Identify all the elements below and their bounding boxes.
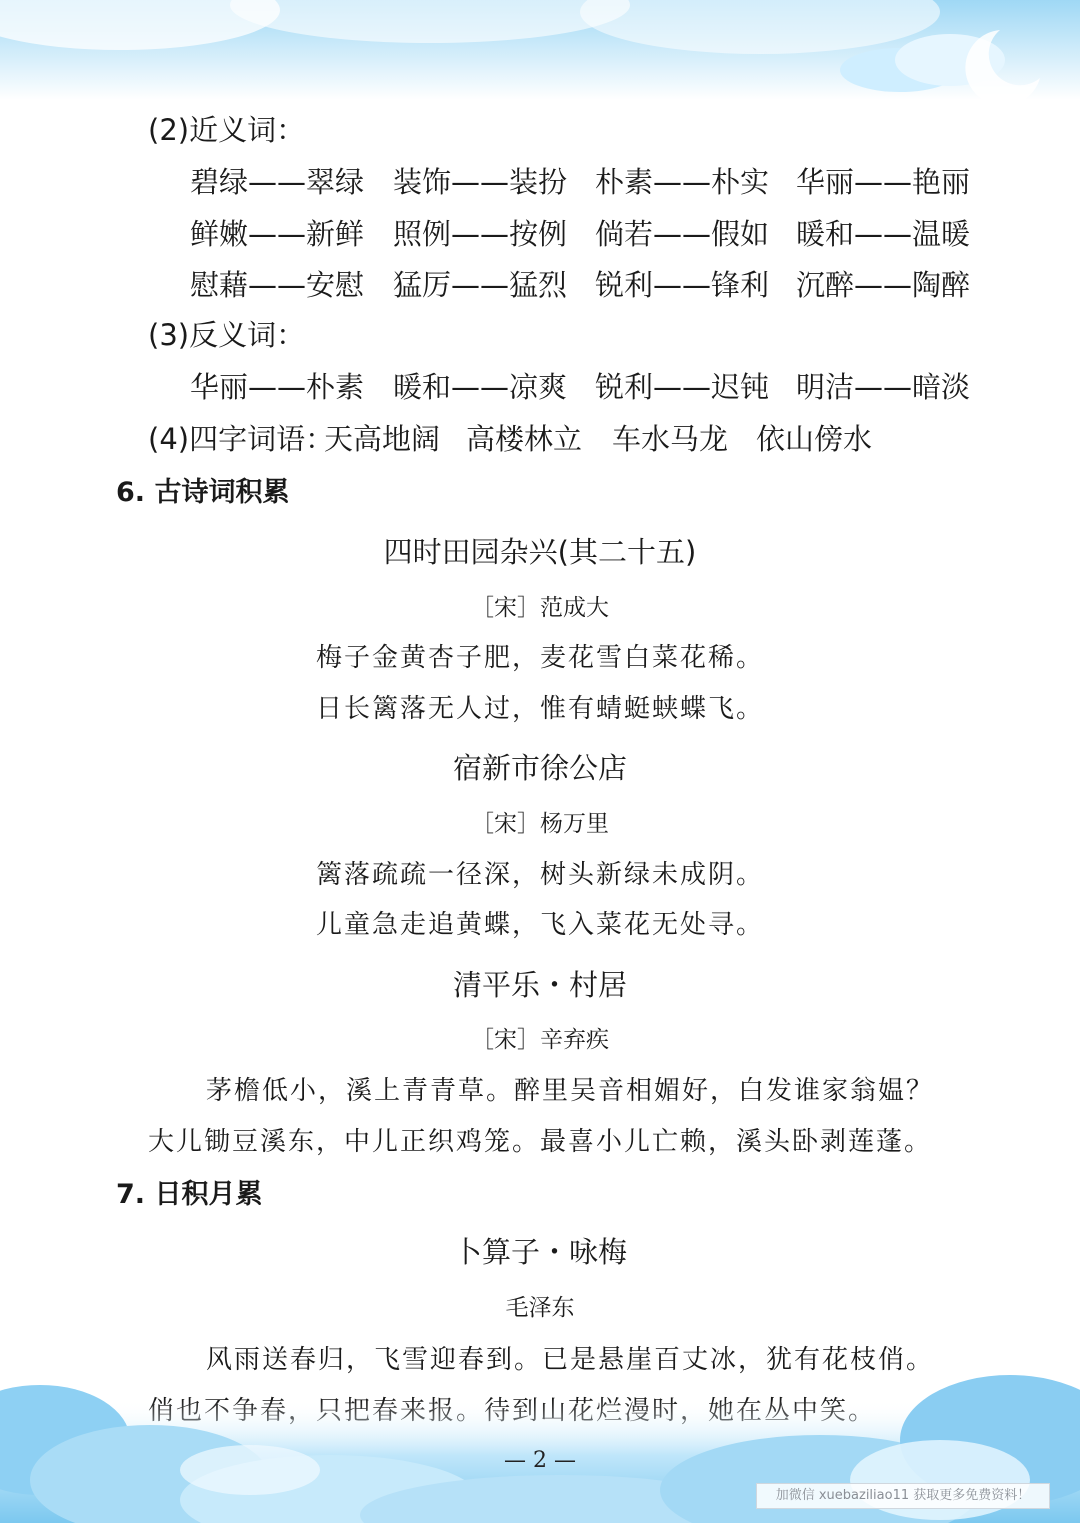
idiom-item: 高楼林立	[466, 422, 583, 456]
poem-line: 大儿锄豆溪东，中儿正织鸡笼。最喜小儿亡赖，溪头卧剥莲蓬。	[148, 1127, 933, 1157]
poem-author: ［宋］辛弃疾	[471, 1027, 609, 1053]
synonym-pair: 华丽——艳丽	[796, 165, 971, 199]
poem-line: 篱落疏疏一径深，树头新绿未成阴。	[315, 860, 764, 890]
synonym-row-1	[0, 160, 1080, 200]
poem-line: 梅子金黄杏子肥，麦花雪白菜花稀。	[315, 643, 764, 673]
section-7-heading: 7. 日积月累	[116, 1179, 263, 1210]
poem-author: ［宋］杨万里	[471, 811, 609, 837]
poem-line: 日长篱落无人过，惟有蜻蜓蛱蝶飞。	[315, 694, 764, 724]
page-number: — 2 —	[504, 1448, 576, 1473]
section-6-heading: 6. 古诗词积累	[116, 477, 290, 508]
synonym-row-3	[0, 263, 1080, 303]
synonym-pair: 猛厉——猛烈	[393, 268, 568, 302]
poem-author: 毛泽东	[505, 1295, 575, 1321]
poem-line: 儿童急走追黄蝶，飞入菜花无处寻。	[315, 910, 764, 940]
synonym-pair: 锐利——锋利	[595, 268, 770, 302]
synonym-row-2	[0, 212, 1080, 252]
poem-title: 宿新市徐公店	[452, 751, 627, 785]
poem-line: 风雨送春归，飞雪迎春到。已是悬崖百丈冰，犹有花枝俏。	[206, 1345, 935, 1375]
antonyms-label: (3)反义词：	[148, 318, 306, 352]
synonym-pair: 碧绿——翠绿	[190, 165, 365, 199]
idioms-row	[0, 417, 1080, 457]
antonym-pair: 明洁——暗淡	[796, 370, 971, 404]
antonym-row-1	[0, 365, 1080, 405]
idiom-item: 车水马龙	[612, 422, 729, 456]
poem-author: ［宋］范成大	[471, 595, 609, 621]
idiom-item: 天高地阔	[324, 422, 441, 456]
synonym-pair: 慰藉——安慰	[190, 268, 365, 302]
poem-title: 四时田园杂兴(其二十五)	[383, 535, 697, 569]
poem-title: 卜算子・咏梅	[452, 1235, 627, 1269]
poem-line: 茅檐低小，溪上青青草。醉里吴音相媚好，白发谁家翁媪？	[206, 1076, 935, 1106]
idiom-item: 依山傍水	[756, 422, 873, 456]
synonym-pair: 装饰——装扮	[393, 165, 568, 199]
idioms-label: (4)四字词语：	[148, 422, 335, 456]
synonym-pair: 倘若——假如	[595, 217, 770, 251]
synonym-pair: 照例——按例	[393, 217, 568, 251]
synonym-pair: 朴素——朴实	[595, 165, 770, 199]
poem-title: 清平乐・村居	[452, 968, 627, 1002]
synonyms-label: (2)近义词：	[148, 113, 306, 147]
synonym-pair: 暖和——温暖	[796, 217, 971, 251]
antonym-pair: 暖和——凉爽	[393, 370, 568, 404]
antonym-pair: 锐利——迟钝	[595, 370, 770, 404]
watermark-badge: 加微信 xuebaziliao11 获取更多免费资料！	[756, 1483, 1050, 1509]
antonym-pair: 华丽——朴素	[190, 370, 365, 404]
synonym-pair: 沉醉——陶醉	[796, 268, 971, 302]
top-sky-decoration	[0, 0, 1080, 100]
synonym-pair: 鲜嫩——新鲜	[190, 217, 365, 251]
